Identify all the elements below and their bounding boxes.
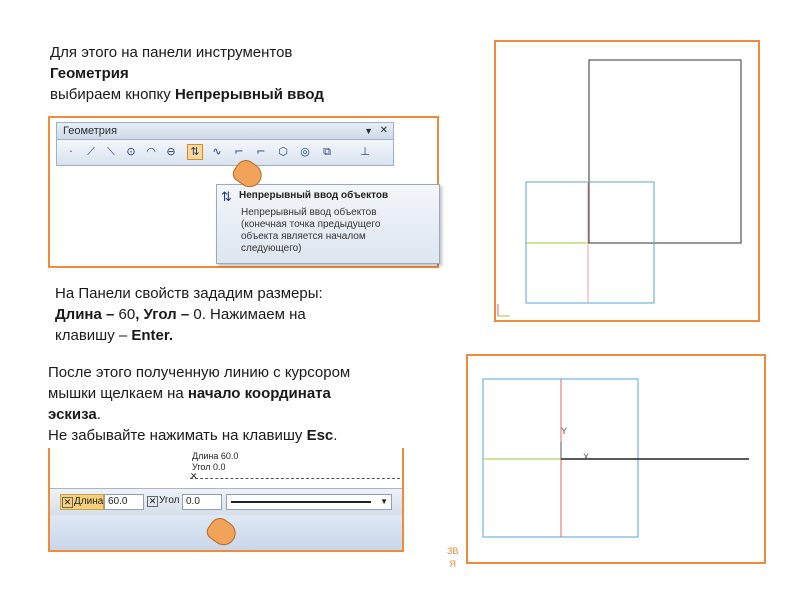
ellipse-icon[interactable]: ⊖ <box>166 145 176 158</box>
circle-icon[interactable]: ⊙ <box>126 145 136 158</box>
tooltip-body <box>241 207 380 255</box>
sketch-canvas-bottom <box>468 356 764 562</box>
line-style-select[interactable] <box>226 494 392 510</box>
continuous-input-icon: ⇅ <box>221 189 232 204</box>
instruction-bold-continuous: Непрерывный ввод <box>174 86 324 103</box>
tooltip-line: объекта является началом <box>241 231 366 242</box>
instruction-line <box>48 383 458 404</box>
copy-icon[interactable]: ⧉ <box>323 145 331 158</box>
instruction-paragraph-2 <box>55 283 435 346</box>
instruction-bold-origin: начало координата <box>187 385 331 402</box>
instruction-bold-angle: Угол – <box>143 306 194 323</box>
instruction-text: выбираем кнопку <box>50 86 175 103</box>
page-mark-line: ЗВ <box>447 546 459 556</box>
angle-checkbox-icon[interactable]: ✕ <box>148 496 157 506</box>
line-icon[interactable]: ⟋ <box>87 145 95 158</box>
chamfer-icon[interactable]: ⌐ <box>256 145 266 158</box>
segment-icon[interactable]: ⟍ <box>107 145 115 158</box>
instruction-paragraph-3 <box>48 362 458 446</box>
y-axis-label: Y <box>561 426 568 436</box>
sketch-frame-bottom <box>466 354 766 564</box>
instruction-text: мышки щелкаем на <box>48 385 188 402</box>
arc-icon[interactable]: ◠ <box>146 145 156 158</box>
point-icon[interactable]: · <box>69 145 73 158</box>
angle-field-group <box>146 494 182 510</box>
tooltip-line: Непрерывный ввод объектов <box>241 207 377 218</box>
angle-input[interactable]: 0.0 <box>182 494 222 510</box>
instruction-bold-enter: Enter. <box>131 327 174 344</box>
hint-length: Длина 60.0 <box>192 451 239 461</box>
instruction-text: , <box>135 306 144 323</box>
instruction-text: . Нажимаем на <box>201 306 306 323</box>
geometry-toolbar-buttons <box>56 140 394 166</box>
length-field-group <box>60 494 104 510</box>
geometry-toolbar-title: Геометрия <box>63 125 118 137</box>
length-checkbox-icon[interactable]: ✕ <box>63 497 72 507</box>
instruction-line <box>48 404 458 425</box>
instruction-line: После этого полученную линию с курсором <box>48 364 351 381</box>
instruction-bold-geometry: Геометрия <box>50 65 129 82</box>
chevron-down-icon[interactable]: ▼ <box>380 497 388 506</box>
pin-icon[interactable]: ▼ <box>364 126 373 136</box>
properties-panel-frame <box>48 448 404 552</box>
instruction-line <box>48 425 458 446</box>
tooltip-title: Непрерывный ввод объектов <box>239 190 389 201</box>
hint-angle: Угол 0.0 <box>192 462 226 472</box>
properties-bar <box>50 488 402 516</box>
polygon-icon[interactable]: ⬡ <box>278 145 288 158</box>
instruction-line <box>55 304 435 325</box>
length-input[interactable]: 60.0 <box>104 494 144 510</box>
panel-hint-dashed-line <box>190 478 400 479</box>
spline-icon[interactable]: ∿ <box>212 145 222 158</box>
panel-hint-area <box>50 448 402 488</box>
instruction-text: Не забывайте нажимать на клавишу <box>48 427 307 444</box>
instruction-text: . <box>333 427 338 444</box>
page-mark <box>447 545 458 571</box>
contour-icon[interactable]: ◎ <box>300 145 310 158</box>
tooltip-line: (конечная точка предыдущего <box>241 219 381 230</box>
instruction-value-angle: 0 <box>193 306 202 323</box>
x-axis-label: X <box>583 452 590 462</box>
angle-label: Угол <box>159 495 180 506</box>
instruction-value-length: 60 <box>118 306 136 323</box>
instruction-text: клавишу – <box>55 327 132 344</box>
close-icon[interactable]: ✕ <box>379 125 388 136</box>
fillet-icon[interactable]: ⌐ <box>234 145 244 158</box>
tooltip-line: следующего) <box>241 243 302 254</box>
instruction-bold-sketch: эскиза <box>48 406 97 423</box>
instruction-line: Для этого на панели инструментов <box>50 44 293 61</box>
geometry-toolbar-titlebar <box>56 122 394 140</box>
hatch-icon[interactable]: ⊥ <box>360 145 370 158</box>
instruction-text: . <box>96 406 101 423</box>
sketch-rectangle <box>589 60 741 243</box>
instruction-line: На Панели свойств зададим размеры: <box>55 285 323 302</box>
cursor-cross-icon: ✕ <box>190 471 198 481</box>
sketch-frame-top <box>494 40 760 322</box>
instruction-paragraph-1 <box>50 42 430 105</box>
instruction-line <box>50 84 430 105</box>
continuous-input-icon[interactable]: ⇅ <box>187 144 203 160</box>
continuous-input-tooltip <box>216 184 440 264</box>
page-mark-line: Я <box>449 559 456 569</box>
instruction-line <box>55 325 435 346</box>
line-style-preview <box>231 501 371 503</box>
instruction-bold-esc: Esc <box>306 427 334 444</box>
toolbar-screenshot-frame <box>48 116 439 268</box>
instruction-bold-length: Длина – <box>55 306 119 323</box>
length-label: Длина <box>74 496 104 507</box>
sketch-canvas-top <box>496 42 758 320</box>
